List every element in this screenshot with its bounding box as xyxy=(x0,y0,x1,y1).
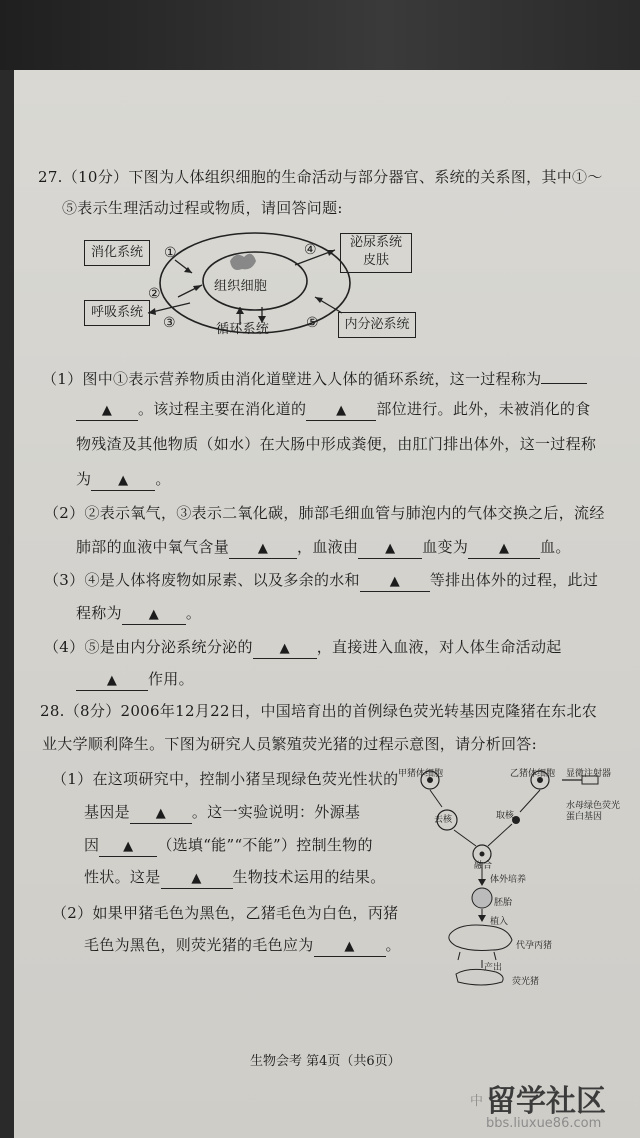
q28-p1-text-e: （选填“能”“不能”）控制生物的 xyxy=(157,836,373,854)
box-respiratory-system: 呼吸系统 xyxy=(84,300,150,326)
q28-p1-text-b: 基因是 xyxy=(84,803,130,821)
q28-p1-line4 xyxy=(84,867,386,889)
answer-blank: ▲ xyxy=(306,402,376,421)
q27-line2: ⑤表示生理活动过程或物质，请回答问题: xyxy=(62,199,343,217)
label-in-vitro: 体外培养 xyxy=(490,875,527,885)
q27-p3-text-b: 等排出体外的过程，此过 xyxy=(429,571,599,589)
answer-blank: ▲ xyxy=(229,540,297,559)
q27-p1-text-e: 为 xyxy=(76,470,92,488)
q28-line2: 业大学顺利降生。下图为研究人员繁殖荧光猪的过程示意图，请分析回答: xyxy=(42,735,537,753)
label-n2: ② xyxy=(148,286,161,302)
answer-blank: ▲ xyxy=(314,938,386,957)
label-n5: ⑤ xyxy=(306,315,319,331)
q27-p4-line2 xyxy=(76,669,194,691)
q27-p4-text-a: （4）⑤是由内分泌系统分泌的 xyxy=(44,638,253,656)
answer-blank: ▲ xyxy=(468,540,540,559)
q27-p2-text-d: 血变为 xyxy=(422,538,469,556)
answer-blank: ▲ xyxy=(358,540,422,559)
q27-p2-text-c: ，血液由 xyxy=(297,538,359,556)
label-birth: 产出 xyxy=(484,963,503,973)
label-surrogate: 代孕丙猪 xyxy=(516,941,553,951)
label-circulatory-system: 循环系统 xyxy=(216,322,270,337)
q27-p3-line2 xyxy=(76,603,201,625)
label-fusion: 融合 xyxy=(474,861,493,871)
q28-p2-text-b-end: 。 xyxy=(385,936,401,954)
answer-blank xyxy=(541,365,587,384)
answer-blank: ▲ xyxy=(91,472,155,491)
q27-p4-text-b: ，直接进入血液，对人体生命活动起 xyxy=(316,638,562,656)
q28-p1-text-d: 因 xyxy=(84,836,100,854)
q28-p2-line2 xyxy=(84,935,401,957)
label-glow-pig: 荧光猪 xyxy=(512,977,540,987)
box-urinary-skin xyxy=(340,233,412,273)
q27-p1-text-e-end: 。 xyxy=(155,470,171,488)
photo-background xyxy=(0,0,640,70)
q28-line1: 28.（8分）2006年12月22日，中国培育出的首例绿色荧光转基因克隆猪在东北农 xyxy=(40,702,598,720)
q27-p1-text-c: 部位进行。此外，未被消化的食 xyxy=(376,400,591,418)
q28-p1-line1: （1）在这项研究中，控制小猪呈现绿色荧光性状的 xyxy=(52,770,399,788)
label-tissue-cell: 组织细胞 xyxy=(214,279,268,294)
answer-blank: ▲ xyxy=(360,573,430,592)
answer-blank: ▲ xyxy=(76,402,138,421)
answer-blank: ▲ xyxy=(122,606,186,625)
q27-p3-text-c: 程称为 xyxy=(76,604,122,622)
q27-p3-text-c-end: 。 xyxy=(185,604,202,622)
label-take-nucleus: 取核 xyxy=(496,811,515,821)
q27-p1-line4 xyxy=(76,469,171,491)
label-implant: 植入 xyxy=(490,917,509,927)
label-microinjector: 显微注射器 xyxy=(566,769,612,779)
q27-p3-line1 xyxy=(44,570,598,592)
q28-p2-text-b: 毛色为黑色，则荧光猪的毛色应为 xyxy=(84,936,314,954)
q27-p1-text-a: （1）图中①表示营养物质由消化道壁进入人体的循环系统，这一过程称为 xyxy=(42,370,542,388)
label-n1: ① xyxy=(164,245,177,261)
box-endocrine-system: 内分泌系统 xyxy=(338,312,416,338)
q27-p3-text-a: （3）④是人体将废物如尿素、以及多余的水和 xyxy=(44,571,360,589)
q28-p1-line3 xyxy=(84,835,373,857)
q27-p2-line1: （2）②表示氧气，③表示二氧化碳，肺部毛细血管与肺泡内的气体交换之后，流经 xyxy=(44,504,605,522)
answer-blank: ▲ xyxy=(76,672,148,691)
q27-p2-text-b: 肺部的血液中氧气含量 xyxy=(76,538,230,556)
urinary-label: 泌尿系统 xyxy=(349,235,402,250)
q28-p2-line1: （2）如果甲猪毛色为黑色，乙猪毛色为白色，丙猪 xyxy=(52,904,399,922)
label-n3: ③ xyxy=(163,315,176,331)
label-n4: ④ xyxy=(304,242,317,258)
answer-blank: ▲ xyxy=(130,805,192,824)
label-protein-gene: 蛋白基因 xyxy=(566,812,603,822)
label-pig-a-cell: 甲猪体细胞 xyxy=(398,769,444,779)
q27-p4-line1 xyxy=(44,637,562,659)
q28-p1-line2 xyxy=(84,802,360,824)
answer-blank: ▲ xyxy=(99,838,157,857)
q28-p1-text-c: 。这一实验说明：外源基 xyxy=(191,803,361,821)
q27-p1-line1 xyxy=(42,365,587,389)
skin-label: 皮肤 xyxy=(362,253,389,268)
page-footer: 生物会考 第4页（共6页） xyxy=(250,1054,401,1069)
label-embryo: 胚胎 xyxy=(494,898,513,908)
answer-blank: ▲ xyxy=(253,640,317,659)
q27-p4-text-c: 作用。 xyxy=(148,670,194,688)
q27-line1: 27.（10分）下图为人体组织细胞的生命活动与部分器官、系统的关系图，其中①～ xyxy=(38,168,603,186)
watermark-left-text: 中 xyxy=(470,1094,484,1109)
q27-p1-text-b: 。该过程主要在消化道的 xyxy=(138,400,307,418)
label-remove-nucleus: 去核 xyxy=(434,815,453,825)
box-digestive-system: 消化系统 xyxy=(84,240,150,266)
label-pig-b-cell: 乙猪体细胞 xyxy=(510,769,556,779)
q27-p2-text-e: 血。 xyxy=(540,538,571,556)
answer-blank: ▲ xyxy=(161,870,233,889)
q28-p1-text-g: 生物技术运用的结果。 xyxy=(232,868,386,886)
q28-p1-text-f: 性状。这是 xyxy=(84,868,161,886)
q27-p1-line3: 物残渣及其他物质（如水）在大肠中形成粪便，由肛门排出体外，这一过程称 xyxy=(76,435,597,453)
q27-p1-line2 xyxy=(76,399,591,421)
q27-p2-line2 xyxy=(76,537,571,559)
label-jellyfish-gene: 水母绿色荧光 xyxy=(566,801,621,811)
watermark-url: bbs.liuxue86.com xyxy=(486,1116,602,1131)
watermark-logo: 留学社区 xyxy=(486,1084,606,1119)
